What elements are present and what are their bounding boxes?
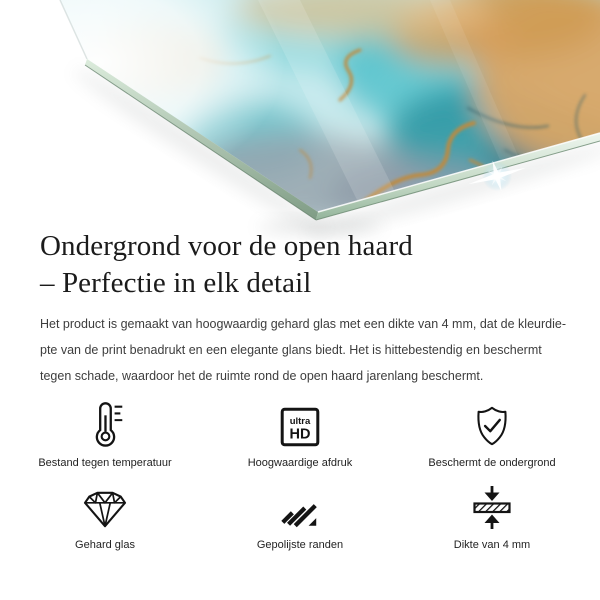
- product-description: [40, 311, 566, 389]
- shield-check-icon: [473, 399, 511, 447]
- thickness-icon: [469, 487, 515, 529]
- feature-label: Gehard glas: [75, 539, 135, 551]
- ultra-hd-text-top: ultra: [289, 416, 311, 427]
- feature-label: Beschermt de ondergrond: [428, 457, 556, 469]
- polished-edges-icon: [279, 487, 321, 529]
- page-title: [40, 228, 413, 302]
- diamond-icon: [83, 487, 127, 529]
- feature-thickness: [392, 487, 592, 552]
- ultra-hd-icon: [280, 399, 320, 447]
- description-line: Het product is gemaakt van hoogwaardig gehard glas met een dikte van 4 mm, dat de kleurdie-: [40, 317, 566, 331]
- description-line: pte van de print benadrukt en een elegante glans biedt. Het is hittebestendig en beschermt: [40, 343, 542, 357]
- description-line: tegen schade, waardoor het de ruimte rond de open haard jarenlang beschermt.: [40, 369, 484, 383]
- feature-label: Hoogwaardige afdruk: [247, 457, 353, 469]
- feature-label: Bestand tegen temperatuur: [38, 457, 172, 469]
- feature-tempered-glass: [5, 487, 205, 552]
- feature-protects-surface: [392, 399, 592, 470]
- thermometer-icon: [82, 399, 128, 447]
- feature-label: Dikte van 4 mm: [453, 539, 531, 551]
- page-title-line1: Ondergrond voor de open haard: [40, 230, 413, 262]
- feature-temperature: [5, 399, 205, 470]
- product-image: [0, 0, 600, 240]
- feature-print-quality: [200, 399, 400, 470]
- feature-polished-edges: [200, 487, 400, 552]
- ultra-hd-text-bottom: HD: [289, 426, 311, 443]
- feature-label: Gepolijste randen: [256, 539, 344, 551]
- page-title-line2: – Perfectie in elk detail: [40, 267, 312, 299]
